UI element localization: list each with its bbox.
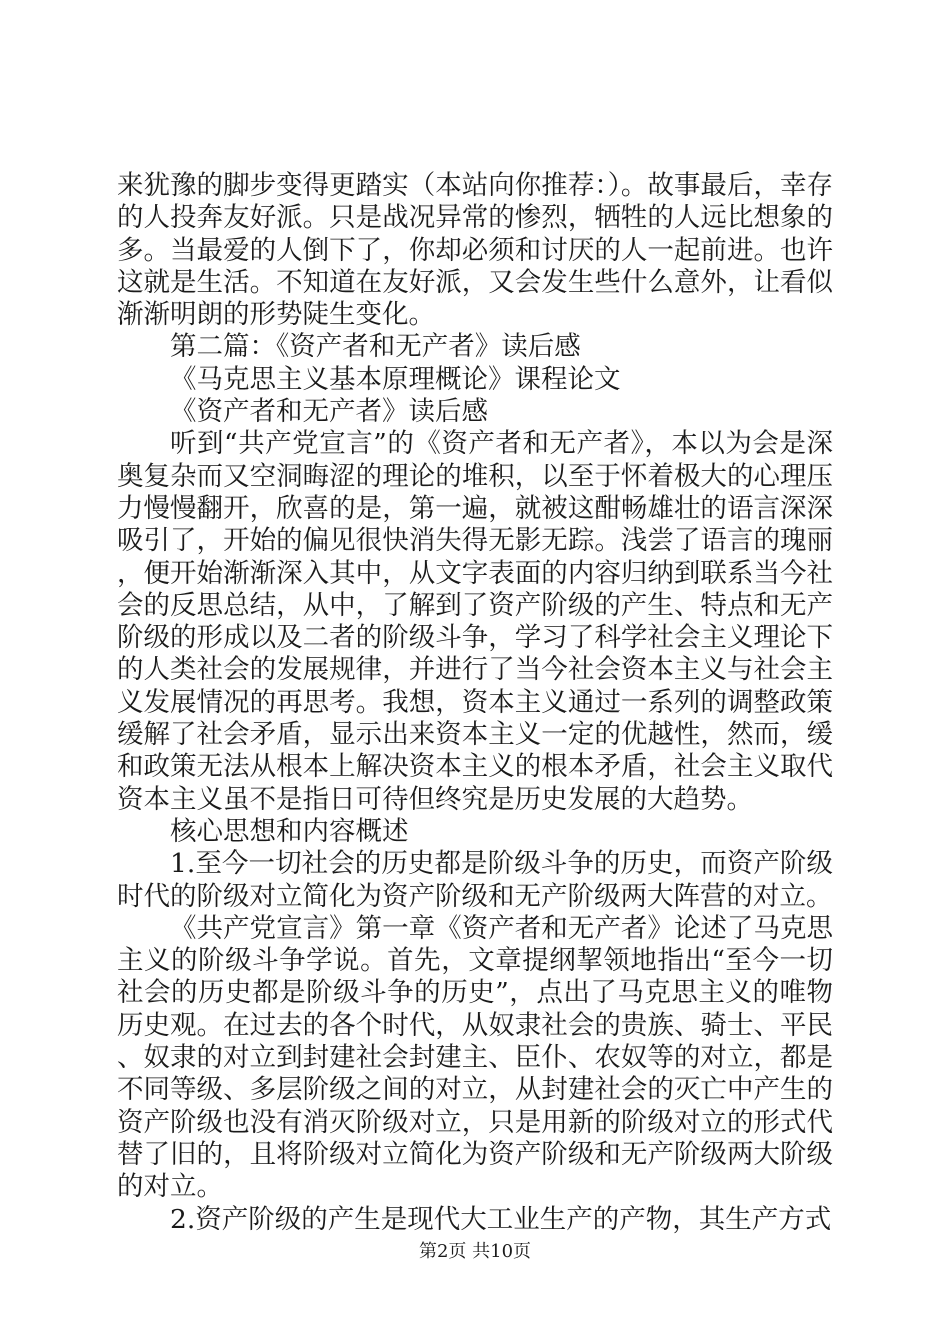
essay-title: 《资产者和无产者》读后感 <box>170 396 488 428</box>
section-heading-part-two: 第二篇：《资产者和无产者》读后感 <box>170 331 581 363</box>
document-body <box>117 170 833 1236</box>
paragraph-point-1: 1.至今一切社会的历史都是阶级斗争的历史，而资产阶级时代的阶级对立简化为资产阶级和无产阶级两大阵营的对立。 <box>117 848 833 912</box>
course-paper-title: 《马克思主义基本原理概论》课程论文 <box>170 363 621 395</box>
paragraph-continued: 来犹豫的脚步变得更踏实（本站向你推荐：）。故事最后，幸存的人投奔友好派。只是战况异常的惨烈，牺牲的人远比想象的多。当最爱的人倒下了，你却必须和讨厌的人一起前进。也许这就是生活。不知道在友好派，又会发生些什么意外，让看似渐渐明朗的形势陡生变化。 <box>117 170 833 331</box>
subheading-core-ideas: 核心思想和内容概述 <box>170 815 409 847</box>
paragraph-intro: 听到“共产党宣言”的《资产者和无产者》，本以为会是深奥复杂而又空洞晦涩的理论的堆积，以至于怀着极大的心理压力慢慢翻开，欣喜的是，第一遍，就被这酣畅雄壮的语言深深吸引了，开始的偏见很快消失得无影无踪。浅尝了语言的瑰丽，便开始渐渐深入其中，从文字表面的内容归纳到联系当今社会的反思总结，从中，了解到了资产阶级的产生、特点和无产阶级的形成以及二者的阶级斗争，学习了科学社会主义理论下的人类社会的发展规律，并进行了当今社会资本主义与社会主义发展情况的再思考。我想，资本主义通过一系列的调整政策缓解了社会矛盾，显示出来资本主义一定的优越性，然而，缓和政策无法从根本上解决资本主义的根本矛盾，社会主义取代资本主义虽不是指日可待但终究是历史发展的大趋势。 <box>117 428 833 815</box>
paragraph-manifesto-discussion: 《共产党宣言》第一章《资产者和无产者》论述了马克思主义的阶级斗争学说。首先，文章提纲挈领地指出“至今一切社会的历史都是阶级斗争的历史”，点出了马克思主义的唯物历史观。在过去的各个时代，从奴隶社会的贵族、骑士、平民、奴隶的对立到封建社会封建主、臣仆、农奴等的对立，都是不同等级、多层阶级之间的对立，从封建社会的灭亡中产生的资产阶级也没有消灭阶级对立，只是用新的阶级对立的形式代替了旧的，且将阶级对立简化为资产阶级和无产阶级两大阶级的对立。 <box>117 912 833 1203</box>
paragraph-point-2: 2.资产阶级的产生是现代大工业生产的产物，其生产方式 <box>170 1203 832 1235</box>
page-number-footer: 第2页 共10页 <box>418 1241 532 1262</box>
